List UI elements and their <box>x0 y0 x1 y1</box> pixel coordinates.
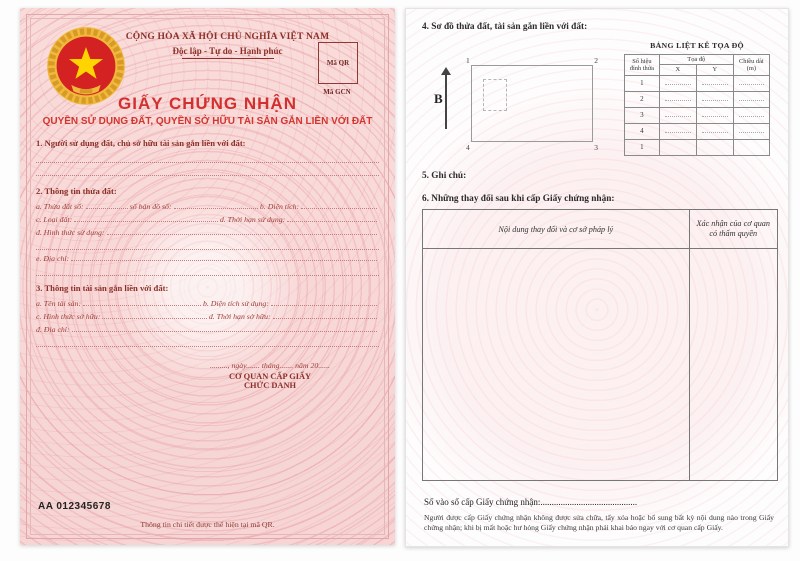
blank-line <box>36 150 379 163</box>
x-col-header: X <box>659 65 696 75</box>
serial-number: AA 012345678 <box>38 501 111 512</box>
coordinate-table <box>624 54 770 156</box>
certificate-subtitle: QUYỀN SỬ DỤNG ĐẤT, QUYỀN SỞ HỮU TÀI SẢN GẮN LIỀN VỚI ĐẤT <box>42 116 373 127</box>
asset-address-label: đ. Địa chỉ: <box>36 325 70 334</box>
asset-name-label: a. Tên tài sản: <box>36 299 82 308</box>
length-col-header: Chiều dài (m) <box>733 55 769 76</box>
vertex-2-label: 2 <box>594 56 598 65</box>
vertex-cell: 2 <box>625 91 660 107</box>
vertex-cell: 1 <box>625 139 660 155</box>
vertex-col-header: Số hiệu đỉnh thửa <box>625 55 660 76</box>
vertex-cell: 3 <box>625 107 660 123</box>
changes-content-col-header: Nội dung thay đổi và cơ sở pháp lý <box>423 210 690 248</box>
blank-line <box>36 334 379 347</box>
qr-info-footnote: Thông tin chi tiết được thể hiện tại mã QR. <box>140 520 275 529</box>
qr-code-placeholder <box>318 42 358 84</box>
national-header <box>120 32 335 59</box>
changes-table <box>422 209 778 481</box>
national-motto: Độc lập - Tự do - Hạnh phúc <box>172 46 283 56</box>
section1-heading: 1. Người sử dụng đất, chủ sở hữu tài sản gắn liền với đất: <box>36 138 246 148</box>
address-label: e. Địa chỉ: <box>36 254 70 263</box>
y-col-header: Y <box>696 65 733 75</box>
coord-row <box>625 91 770 107</box>
length-cell <box>733 123 769 139</box>
vertex-cell: 1 <box>625 75 660 91</box>
country-name: CỘNG HÒA XÃ HỘI CHỦ NGHĨA VIỆT NAM <box>125 32 330 42</box>
length-cell <box>733 139 769 155</box>
length-cell <box>733 75 769 91</box>
section-property-info <box>36 283 379 347</box>
legal-notice: Người được cấp Giấy chứng nhận không được sửa chữa, tẩy xóa hoặc bổ sung bất kỳ nội dung nào trong Giấy chứng nhận; khi bị mất hoặc hư hỏng Giấy chứng nhận phải khai báo ngay với cơ quan cấp Giấy. <box>424 513 774 533</box>
coord-row <box>625 107 770 123</box>
parcel-diagram <box>466 56 598 152</box>
section-parcel-info <box>36 186 379 276</box>
ownership-term-label: d. Thời hạn sở hữu: <box>208 312 271 321</box>
land-type-label: c. Loại đất: <box>36 215 73 224</box>
vertex-cell: 4 <box>625 123 660 139</box>
y-cell <box>696 91 733 107</box>
coordinate-table-title: BẢNG LIỆT KÊ TỌA ĐỘ <box>650 41 744 50</box>
section4-heading: 4. Sơ đồ thửa đất, tài sản gắn liền với đất: <box>422 22 588 32</box>
changes-table-body <box>423 249 777 480</box>
coord-row <box>625 123 770 139</box>
area-label: b. Diện tích: <box>259 202 300 211</box>
coordinate-table-block <box>624 41 770 156</box>
y-cell <box>696 107 733 123</box>
x-cell <box>659 139 696 155</box>
x-cell <box>659 91 696 107</box>
north-arrow-shaft <box>445 73 447 129</box>
asset-address-row <box>36 321 379 334</box>
use-area-label: b. Diện tích sử dụng: <box>202 299 269 308</box>
changes-confirm-col-header: Xác nhận của cơ quan có thẩm quyền <box>696 218 770 238</box>
section-land-user <box>36 138 379 176</box>
changes-table-header <box>423 210 777 249</box>
certificate-front-page <box>20 8 395 545</box>
blank-line <box>36 237 379 250</box>
address-row <box>36 250 379 263</box>
land-type-row <box>36 211 379 224</box>
x-cell <box>659 107 696 123</box>
vertex-3-label: 3 <box>594 143 598 152</box>
qr-label: Mã QR <box>326 59 350 67</box>
blank-line <box>36 263 379 276</box>
certificate-title: GIẤY CHỨNG NHẬN <box>118 94 297 113</box>
x-cell <box>659 123 696 139</box>
parcel-number-row <box>36 198 379 211</box>
coord-row <box>625 139 770 155</box>
y-cell <box>696 139 733 155</box>
coords-col-header: Tọa độ <box>659 55 733 65</box>
use-term-label: d. Thời hạn sử dụng: <box>219 215 286 224</box>
y-cell <box>696 123 733 139</box>
north-label: B <box>434 91 443 106</box>
use-form-row <box>36 224 379 237</box>
length-cell <box>733 91 769 107</box>
signature-block <box>140 361 400 390</box>
vertex-1-label: 1 <box>466 56 470 65</box>
certificate-inner-page <box>405 8 789 547</box>
map-sheet-label: số bản đồ số: <box>129 202 172 211</box>
section6-heading: 6. Những thay đổi sau khi cấp Giấy chứng nhận: <box>422 194 615 204</box>
use-form-label: đ. Hình thức sử dụng: <box>36 228 105 237</box>
date-line: ........., ngày....... tháng....... năm 20...... <box>210 361 330 370</box>
length-cell <box>733 107 769 123</box>
blank-line <box>36 163 379 176</box>
section3-heading: 3. Thông tin tài sản gắn liền với đất: <box>36 283 169 293</box>
signer-title: CHỨC DANH <box>243 381 297 390</box>
asset-name-row <box>36 295 379 308</box>
section5-heading: 5. Ghi chú: <box>422 171 467 181</box>
ownership-form-row <box>36 308 379 321</box>
registry-entry-line: Số vào sổ cấp Giấy chứng nhận:........................................... <box>424 497 638 507</box>
coord-row <box>625 75 770 91</box>
parcel-number-label: a. Thửa đất số: <box>36 202 84 211</box>
certificate-number-label: Mã GCN <box>323 88 351 96</box>
ownership-form-label: c. Hình thức sở hữu: <box>36 312 101 321</box>
north-arrow <box>436 67 456 131</box>
vertex-4-label: 4 <box>466 143 470 152</box>
issuing-authority: CƠ QUAN CẤP GIẤY <box>228 372 312 381</box>
changes-content-cell <box>423 249 690 480</box>
section2-heading: 2. Thông tin thửa đất: <box>36 186 117 196</box>
x-cell <box>659 75 696 91</box>
building-footprint-outline <box>483 79 507 111</box>
y-cell <box>696 75 733 91</box>
motto-underline <box>182 58 274 59</box>
